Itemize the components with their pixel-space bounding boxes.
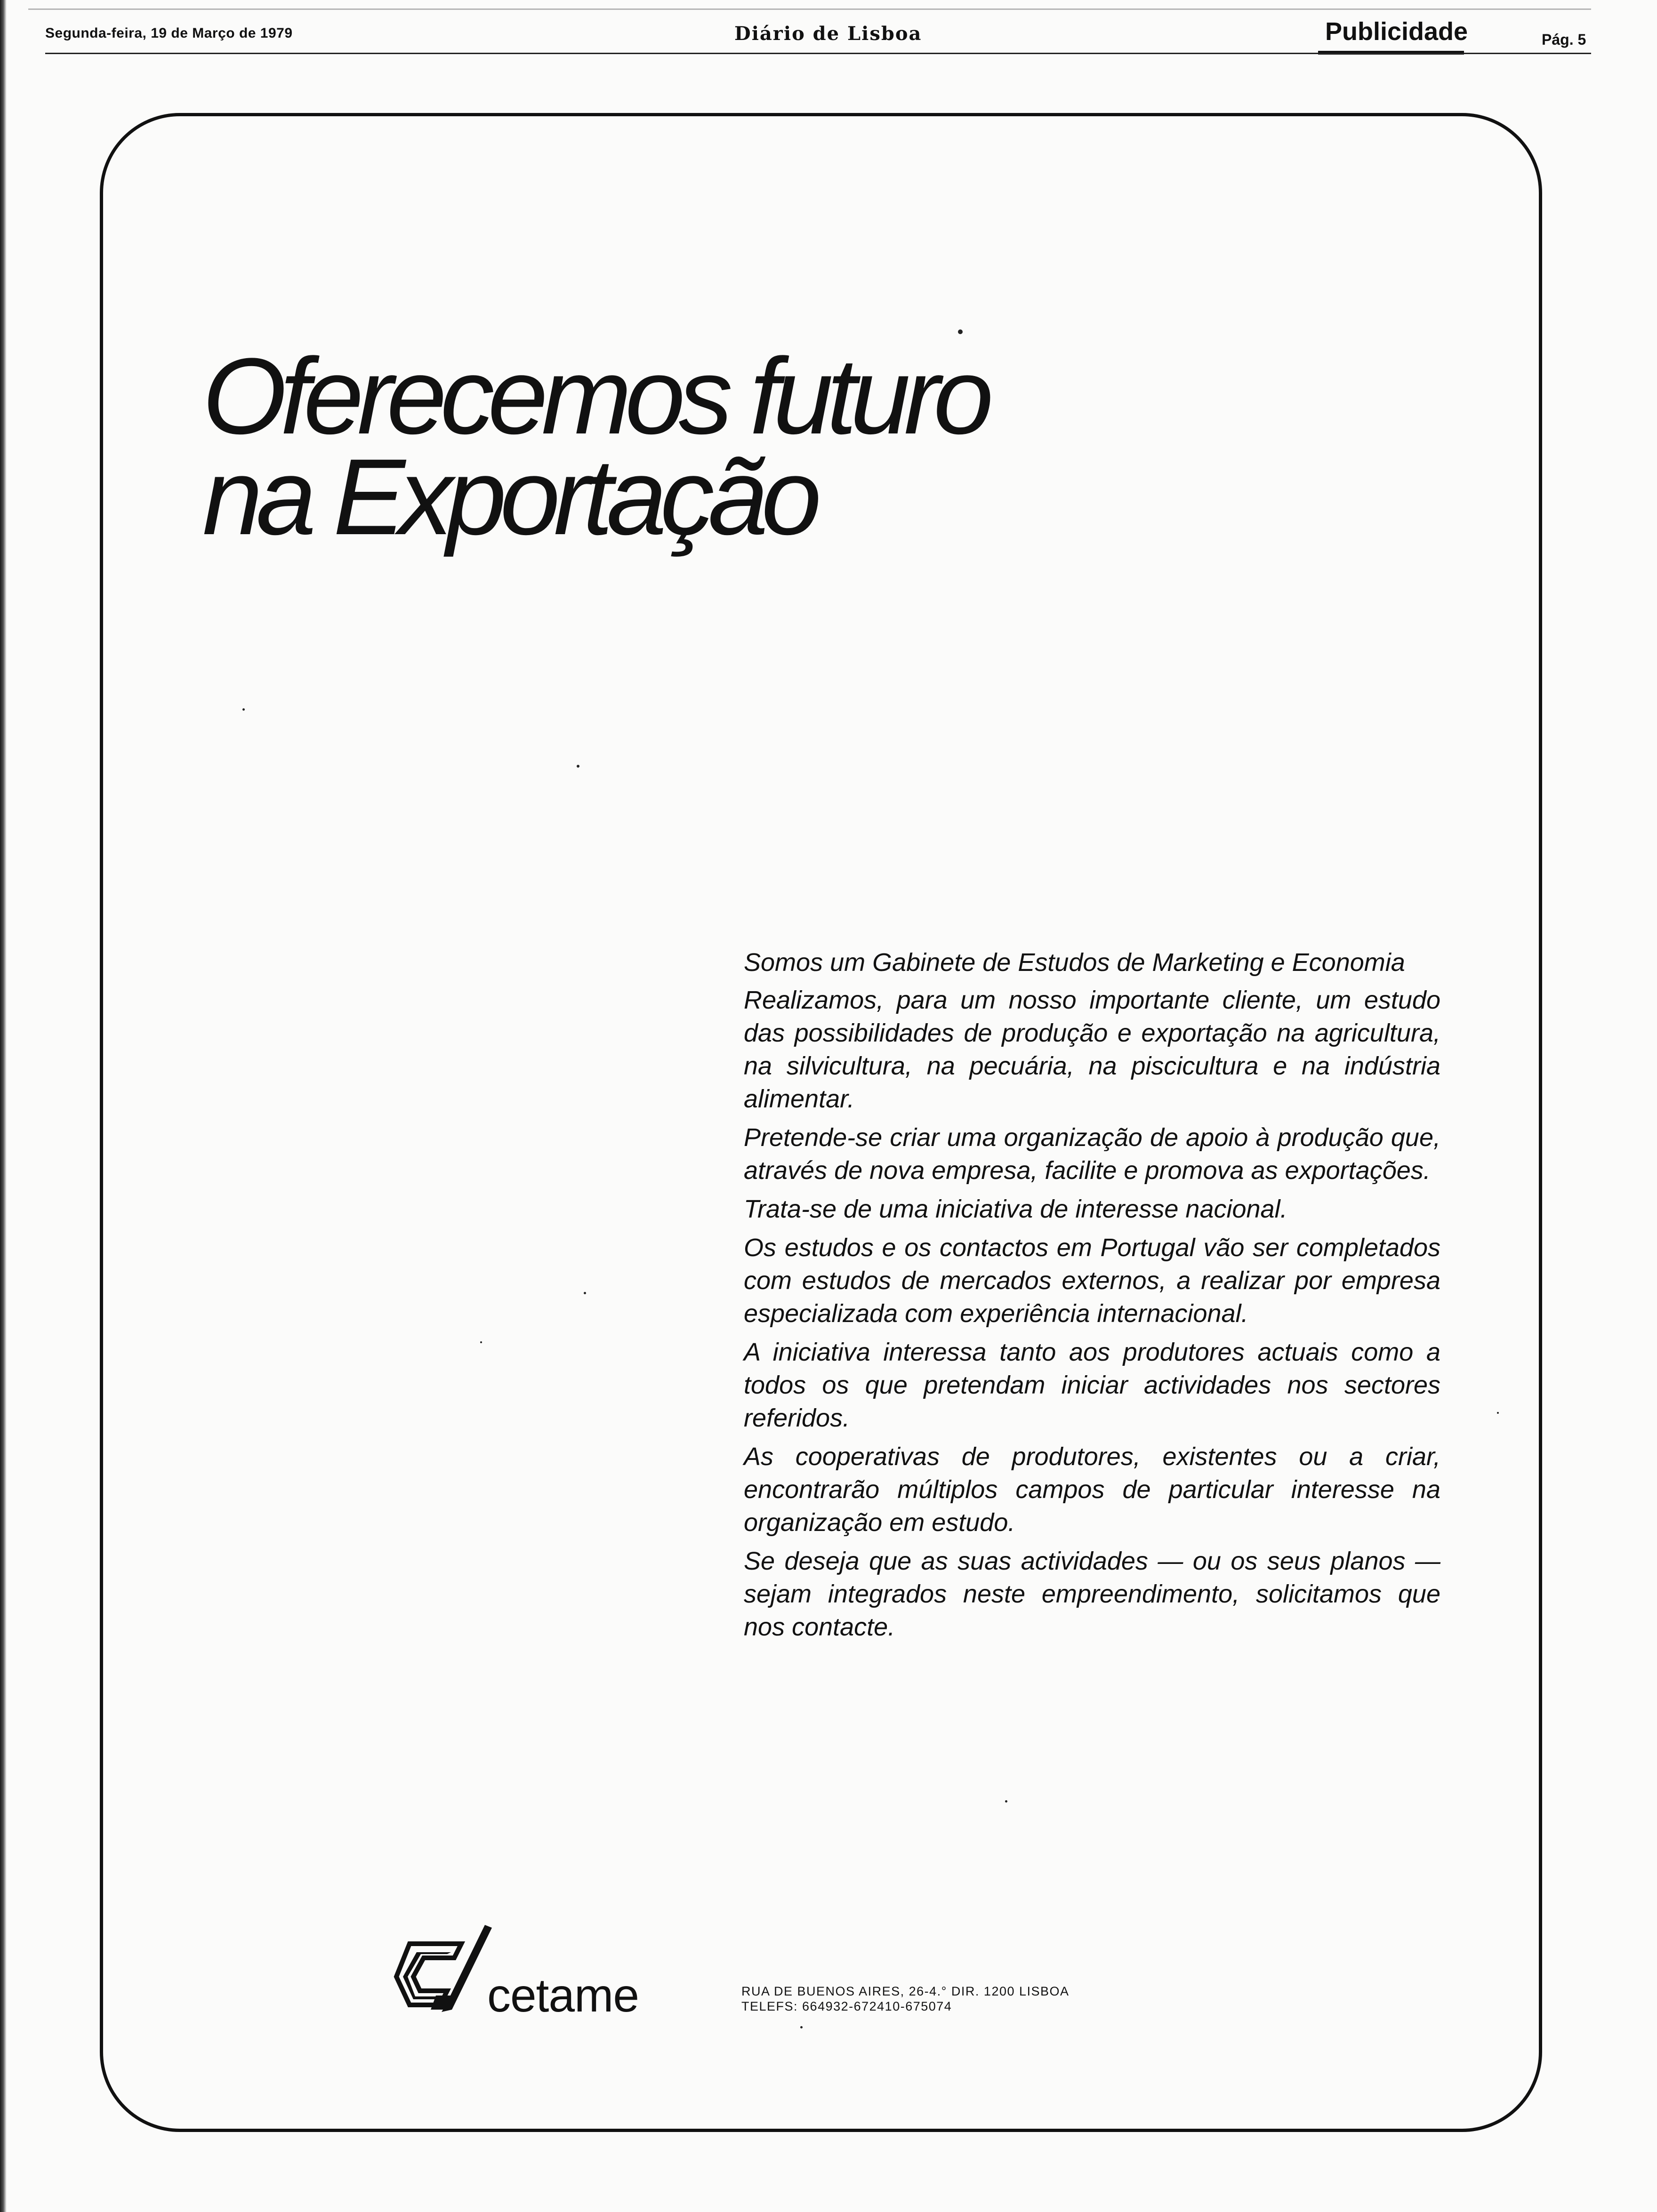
ad-paragraph: As cooperativas de produtores, existentes ou a criar, encontrarão múltiplos campos de particular interesse na organização em estudo. <box>744 1443 1440 1537</box>
ad-paragraph: Se deseja que as suas actividades — ou os seus planos — sejam integrados neste empreendimento, solicitamos que nos contacte. <box>744 1547 1440 1641</box>
page-edge-shadow <box>0 0 7 2212</box>
scan-speck <box>242 708 245 711</box>
ad-paragraph: A iniciativa interessa tanto aos produtores actuais como a todos os que pretendam iniciar actividades nos sectores referidos. <box>744 1338 1440 1432</box>
address-line: RUA DE BUENOS AIRES, 26-4.° DIR. 1200 LISBOA <box>741 1984 1070 1998</box>
ad-headline-line-2: na Exportação <box>202 436 815 557</box>
company-address <box>741 1984 1070 2014</box>
ad-headline-line-1: Oferecemos futuro <box>202 336 987 457</box>
scan-speck <box>480 1341 482 1343</box>
cetame-logo <box>391 1925 654 2033</box>
scan-speck <box>958 329 963 334</box>
ad-body <box>744 946 1440 1649</box>
scan-speck <box>800 2026 803 2028</box>
ad-paragraph: Realizamos, para um nosso importante cliente, um estudo das possibilidades de produção e exportação na agricultura, na silvicultura, na pecuária, na piscicultura e na indústria alimentar. <box>744 986 1440 1113</box>
page-number: Pág. 5 <box>1542 31 1586 48</box>
header-date: Segunda-feira, 19 de Março de 1979 <box>45 25 293 41</box>
header-rule <box>45 53 1591 54</box>
ad-paragraph: Trata-se de uma iniciativa de interesse nacional. <box>744 1195 1287 1223</box>
scan-speck <box>577 765 579 768</box>
ad-paragraph: Os estudos e os contactos em Portugal vão ser completados com estudos de mercados externos, a realizar por empresa especializada com experiência internacional. <box>744 1234 1440 1328</box>
ad-paragraph: Pretende-se criar uma organização de apoio à produção que, através de nova empresa, facilite e promova as exportações. <box>744 1123 1440 1185</box>
ad-intro: Somos um Gabinete de Estudos de Marketing e Economia <box>744 948 1405 977</box>
cetame-logo-wordmark: cetame <box>487 1969 639 2022</box>
scan-speck <box>1005 1800 1007 1803</box>
phone-line: TELEFS: 664932-672410-675074 <box>741 1999 952 2013</box>
section-label: Publicidade <box>1325 17 1468 46</box>
scan-speck <box>1497 1412 1499 1414</box>
cetame-logo-mark-icon <box>391 1925 494 2019</box>
scan-speck <box>584 1292 586 1294</box>
newspaper-masthead: Diário de Lisboa <box>734 23 922 45</box>
header-top-rule <box>28 8 1591 10</box>
ad-headline <box>202 336 987 557</box>
